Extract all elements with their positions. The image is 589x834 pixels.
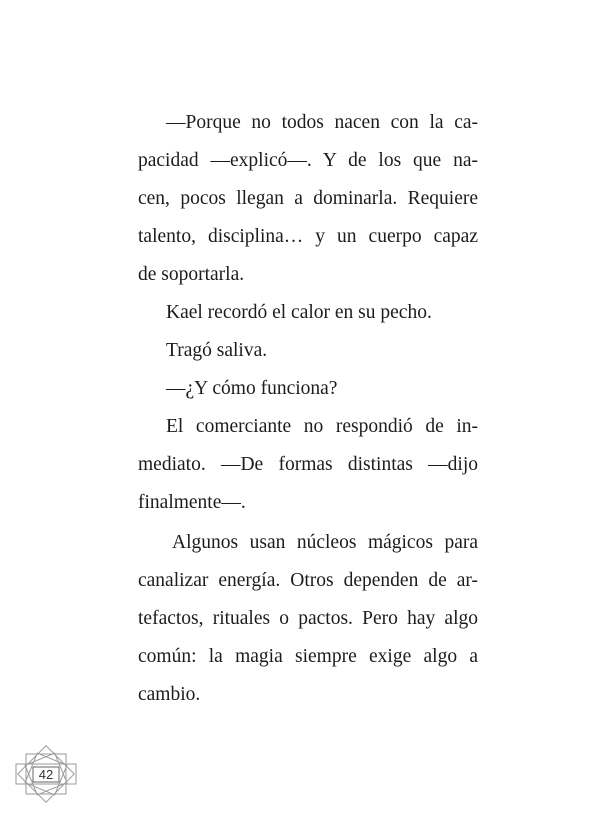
body-text: [138, 104, 478, 714]
text-line: de soportarla.: [138, 264, 245, 285]
text-line: Algunos usan núcleos mágicos para: [172, 532, 478, 553]
text-line: tefactos, rituales o pactos. Pero hay algo: [138, 608, 478, 629]
text-line: común: la magia siempre exige algo a: [138, 646, 478, 667]
text-line: cen, pocos llegan a dominarla. Requiere: [138, 188, 478, 209]
text-line: talento, disciplina… y un cuerpo capaz: [138, 226, 478, 247]
page-number: 42: [38, 767, 54, 782]
text-line: —¿Y cómo funciona?: [166, 378, 338, 399]
text-line: canalizar energía. Otros dependen de ar-: [138, 570, 478, 591]
text-line: pacidad —explicó—. Y de los que na-: [138, 150, 478, 171]
text-line: Kael recordó el calor en su pecho.: [166, 302, 432, 323]
text-line: mediato. —De formas distintas —dijo: [138, 454, 478, 475]
text-line: Tragó saliva.: [166, 340, 268, 361]
page-number-ornament: [12, 740, 80, 808]
text-line: —Porque no todos nacen con la ca-: [166, 112, 478, 133]
text-line: El comerciante no respondió de in-: [166, 416, 478, 437]
text-line: finalmente—.: [138, 492, 246, 513]
text-line: cambio.: [138, 684, 201, 705]
